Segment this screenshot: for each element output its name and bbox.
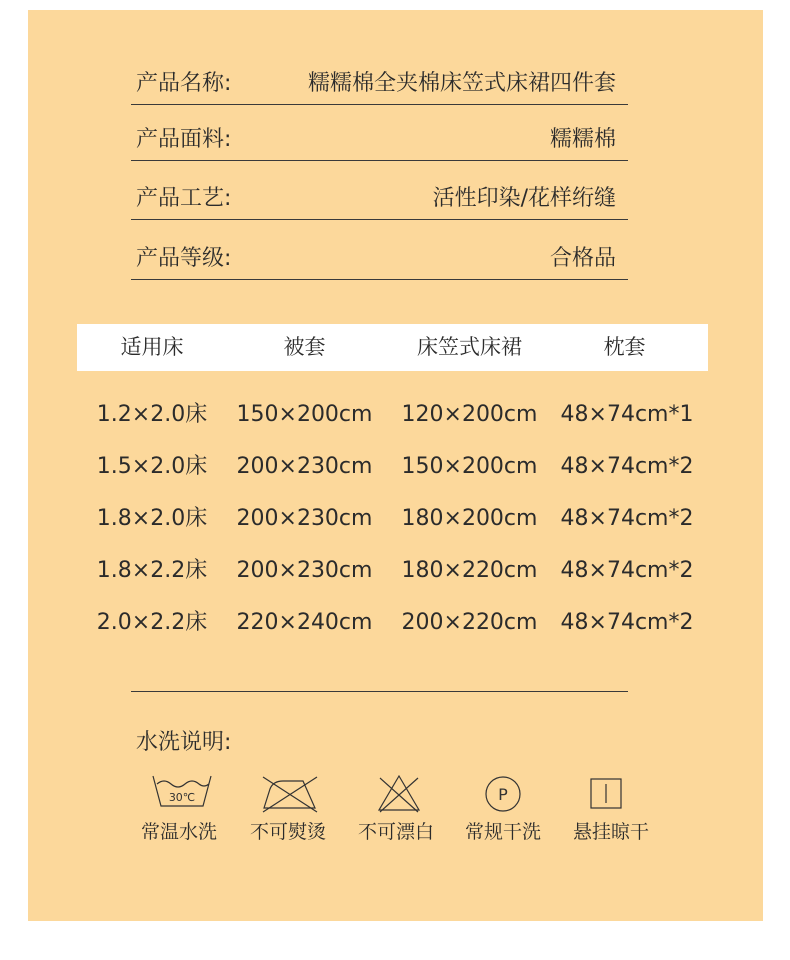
column-header-bed-skirt: 床笠式床裙: [417, 335, 522, 359]
table-cell: 1.8×2.2床: [96, 558, 208, 583]
svg-text:30℃: 30℃: [168, 791, 196, 804]
no-bleach-icon: [366, 772, 432, 816]
wash-instructions-title: 水洗说明:: [136, 730, 232, 755]
table-cell: 200×230cm: [236, 454, 373, 479]
no-iron-icon: [257, 772, 323, 816]
table-cell: 180×200cm: [401, 506, 538, 531]
table-cell: 150×200cm: [236, 402, 373, 427]
table-cell: 1.2×2.0床: [96, 402, 208, 427]
info-value: 合格品: [549, 246, 616, 271]
table-cell: 2.0×2.2床: [96, 610, 208, 635]
info-label: 产品工艺:: [136, 186, 232, 211]
wash-label: 常规干洗: [464, 821, 541, 843]
info-value: 糯糯棉: [549, 127, 616, 152]
table-cell: 48×74cm*2: [560, 558, 694, 583]
wash-label: 不可熨烫: [249, 821, 326, 843]
table-cell: 1.8×2.0床: [96, 506, 208, 531]
table-cell: 48×74cm*1: [560, 402, 694, 427]
table-cell: 220×240cm: [236, 610, 373, 635]
info-row-grade: [131, 239, 628, 280]
wash-label: 不可漂白: [357, 821, 434, 843]
info-value: 糯糯棉全夹棉床笠式床裙四件套: [307, 71, 616, 96]
wash-label: 悬挂晾干: [572, 821, 649, 843]
table-cell: 200×230cm: [236, 506, 373, 531]
column-header-duvet: 被套: [283, 335, 326, 359]
column-header-bed: 适用床: [120, 335, 184, 359]
table-cell: 200×220cm: [401, 610, 538, 635]
table-cell: 180×220cm: [401, 558, 538, 583]
dry-clean-p-icon: [470, 772, 536, 816]
info-label: 产品名称:: [136, 71, 232, 96]
info-row-fabric: [131, 120, 628, 161]
info-row-name: [131, 64, 628, 105]
section-divider: [131, 691, 628, 692]
info-row-craft: [131, 179, 628, 220]
wash-30c-icon: [149, 772, 215, 816]
line-dry-icon: [573, 772, 639, 816]
table-cell: 200×230cm: [236, 558, 373, 583]
table-cell: 48×74cm*2: [560, 610, 694, 635]
size-table-header: [77, 324, 708, 371]
svg-text:P: P: [498, 785, 508, 804]
table-cell: 150×200cm: [401, 454, 538, 479]
table-cell: 120×200cm: [401, 402, 538, 427]
wash-label: 常温水洗: [140, 821, 217, 843]
column-header-pillowcase: 枕套: [603, 335, 646, 359]
info-label: 产品面料:: [136, 127, 232, 152]
table-cell: 48×74cm*2: [560, 506, 694, 531]
info-value: 活性印染/花样绗缝: [432, 186, 616, 211]
table-cell: 1.5×2.0床: [96, 454, 208, 479]
info-label: 产品等级:: [136, 246, 232, 271]
table-cell: 48×74cm*2: [560, 454, 694, 479]
